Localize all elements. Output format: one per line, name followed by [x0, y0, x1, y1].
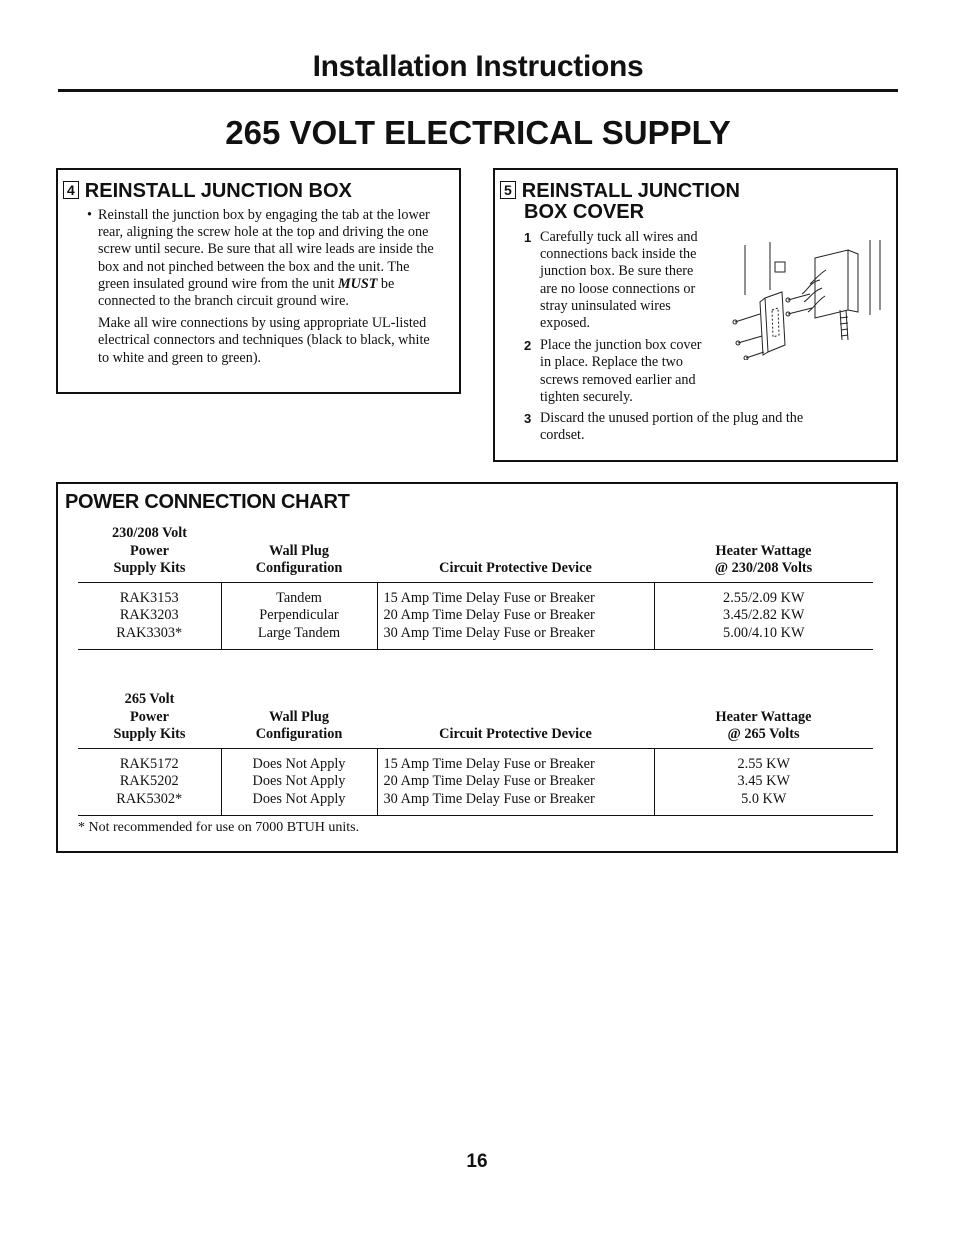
step5-list-b [524, 410, 824, 449]
step4-number: 4 [63, 181, 79, 199]
power-table-230-208 [78, 525, 873, 650]
power-table-265 [78, 691, 873, 816]
cell-circuit-device: 15 Amp Time Delay Fuse or Breaker 20 Amp Time Delay Fuse or Breaker 30 Amp Time Delay Fuse or Breaker [377, 582, 654, 650]
step4-paragraph: Make all wire connections by using appropriate UL-listed electrical connectors and techniques (black to black, white to white and green to green). [98, 315, 430, 366]
step4-bullet-text-a: Reinstall the junction box by engaging the tab at the lower rear, aligning the screw hole at the top and driving the one screw until secure. Be sure that all wire leads are inside the box and not pinched between the box and the unit. The green insulated ground wire from the unit [98, 207, 434, 292]
step4-body [87, 207, 442, 367]
header-circuit-device: Circuit Protective Device [439, 726, 592, 742]
bullet-icon: • [87, 207, 92, 223]
header-supply-kits: 230/208 Volt Power Supply Kits [111, 525, 188, 576]
step5-heading-line2: BOX COVER [524, 201, 645, 223]
step4-bullet-text-b: be connected to the branch circuit ground wire. [98, 275, 395, 310]
table-header-row [78, 525, 873, 582]
cell-wall-plug: Tandem Perpendicular Large Tandem [221, 582, 377, 650]
step5-heading [500, 181, 740, 223]
table-row [78, 582, 873, 650]
section-title: 265 VOLT ELECTRICAL SUPPLY [225, 114, 731, 151]
step5-item-2 [524, 337, 714, 406]
step5-item-1-number: 1 [524, 230, 532, 245]
page-title: Installation Instructions [312, 50, 644, 83]
cell-supply-kits: RAK3153 RAK3203 RAK3303* [116, 589, 183, 641]
step5-item-2-number: 2 [524, 338, 532, 354]
cell-circuit-device: 15 Amp Time Delay Fuse or Breaker 20 Amp Time Delay Fuse or Breaker 30 Amp Time Delay Fuse or Breaker [377, 748, 654, 816]
cell-heater-wattage: 2.55 KW 3.45 KW 5.0 KW [737, 755, 790, 807]
step5-number: 5 [500, 181, 516, 199]
step4-heading [63, 181, 352, 202]
header-circuit-device: Circuit Protective Device [439, 560, 592, 576]
step5-item-1-text: Carefully tuck all wires and connections back inside the junction box. Be sure there are no loose connections or stray uninsulated wires exposed. [540, 229, 698, 332]
cell-heater-wattage: 2.55/2.09 KW 3.45/2.82 KW 5.00/4.10 KW [723, 589, 805, 641]
table-header-row [78, 691, 873, 748]
junction-box-illustration [730, 240, 885, 360]
chart-footnote: * Not recommended for use on 7000 BTUH units. [78, 820, 360, 835]
header-supply-kits: 265 Volt Power Supply Kits [113, 691, 186, 742]
power-chart-heading: POWER CONNECTION CHART [65, 491, 350, 513]
step5-item-2-text: Place the junction box cover in place. Replace the two screws removed earlier and tighten securely. [540, 337, 702, 405]
step5-heading-line1: REINSTALL JUNCTION [521, 180, 740, 202]
page-number: 16 [466, 1151, 488, 1172]
header-heater-wattage: Heater Wattage @ 230/208 Volts [714, 542, 813, 576]
step4-bullet [87, 207, 442, 310]
step5-item-1 [524, 229, 714, 332]
header-wall-plug: Wall Plug Configuration [255, 708, 343, 742]
step5-item-3-number: 3 [524, 411, 532, 426]
title-rule [58, 89, 898, 92]
table-row [78, 748, 873, 816]
header-wall-plug: Wall Plug Configuration [255, 542, 343, 576]
step5-list-a [524, 229, 714, 411]
cell-supply-kits: RAK5172 RAK5202 RAK5302* [116, 755, 183, 807]
cell-wall-plug: Does Not Apply Does Not Apply Does Not Apply [221, 748, 377, 816]
step5-item-3 [524, 410, 824, 444]
step5-item-3-text: Discard the unused portion of the plug and the cordset. [540, 410, 804, 444]
step4-heading-text: REINSTALL JUNCTION BOX [84, 180, 352, 202]
header-heater-wattage: Heater Wattage @ 265 Volts [715, 708, 812, 742]
step4-must: MUST [337, 275, 378, 292]
